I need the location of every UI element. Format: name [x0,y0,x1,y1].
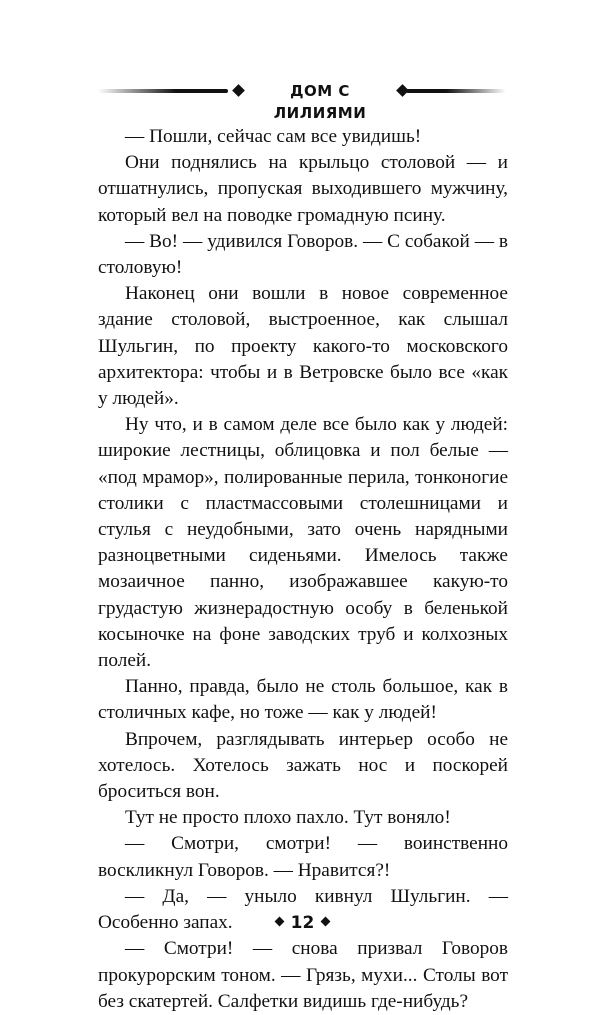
header-rule-right [406,89,506,93]
diamond-ornament-icon [274,916,284,926]
paragraph: Панно, правда, было не столь большое, как в столичных кафе, но тоже — как у людей! [98,676,508,724]
paragraph: Впрочем, разглядывать интерьер особо не хотелось. Хотелось зажать нос и поскорей броситься вон. [98,728,508,803]
diamond-ornament-icon [232,84,245,97]
paragraph: — Смотри, смотри! — воинственно воскликнул Говоров. — Нравится?! [98,833,508,881]
body-text [98,124,508,1015]
paragraph: — Смотри! — снова призвал Говоров прокурорским тоном. — Грязь, мухи... Столы вот без скатертей. Салфетки видишь где-нибудь? [98,938,508,1012]
paragraph: Они поднялись на крыльцо столовой — и отшатнулись, пропуская выходившего мужчину, который вел на поводке громадную псину. [98,152,508,226]
running-header [98,78,506,122]
paragraph: — Да, — уныло кивнул Шульгин. — Особенно запах. [98,885,508,934]
page-footer [0,912,605,934]
header-rule-left [98,89,228,93]
paragraph: Тут не просто плохо пахло. Тут воняло! [125,807,451,829]
diamond-ornament-icon [321,916,331,926]
page-number: 12 [290,913,315,933]
paragraph: Наконец они вошли в новое современное здание столовой, выстроенное, как слышал Шульгин, по проекту какого-то московского архитектора: чтобы и в Ветровске было все «как у людей». [98,283,508,410]
paragraph: — Пошли, сейчас сам все увидишь! [125,126,422,147]
paragraph: — Во! — удивился Говоров. — С собакой — в столовую! [98,230,508,279]
book-title: ДОМ С ЛИЛИЯМИ [273,82,367,122]
paragraph: Ну что, и в самом деле все было как у людей: широкие лестницы, облицовка и пол белые — «под мрамор», полированные перила, тонконогие столики с пластмассовыми столешницами и стулья с неудобными, зато очень нарядными разноцветными сиденьями. Имелось также мозаичное панно, изображавшее какую-то грудастую жизнерадостную особу в беленькой косыночке на фоне заводских труб и колхозных полей. [98,414,508,672]
